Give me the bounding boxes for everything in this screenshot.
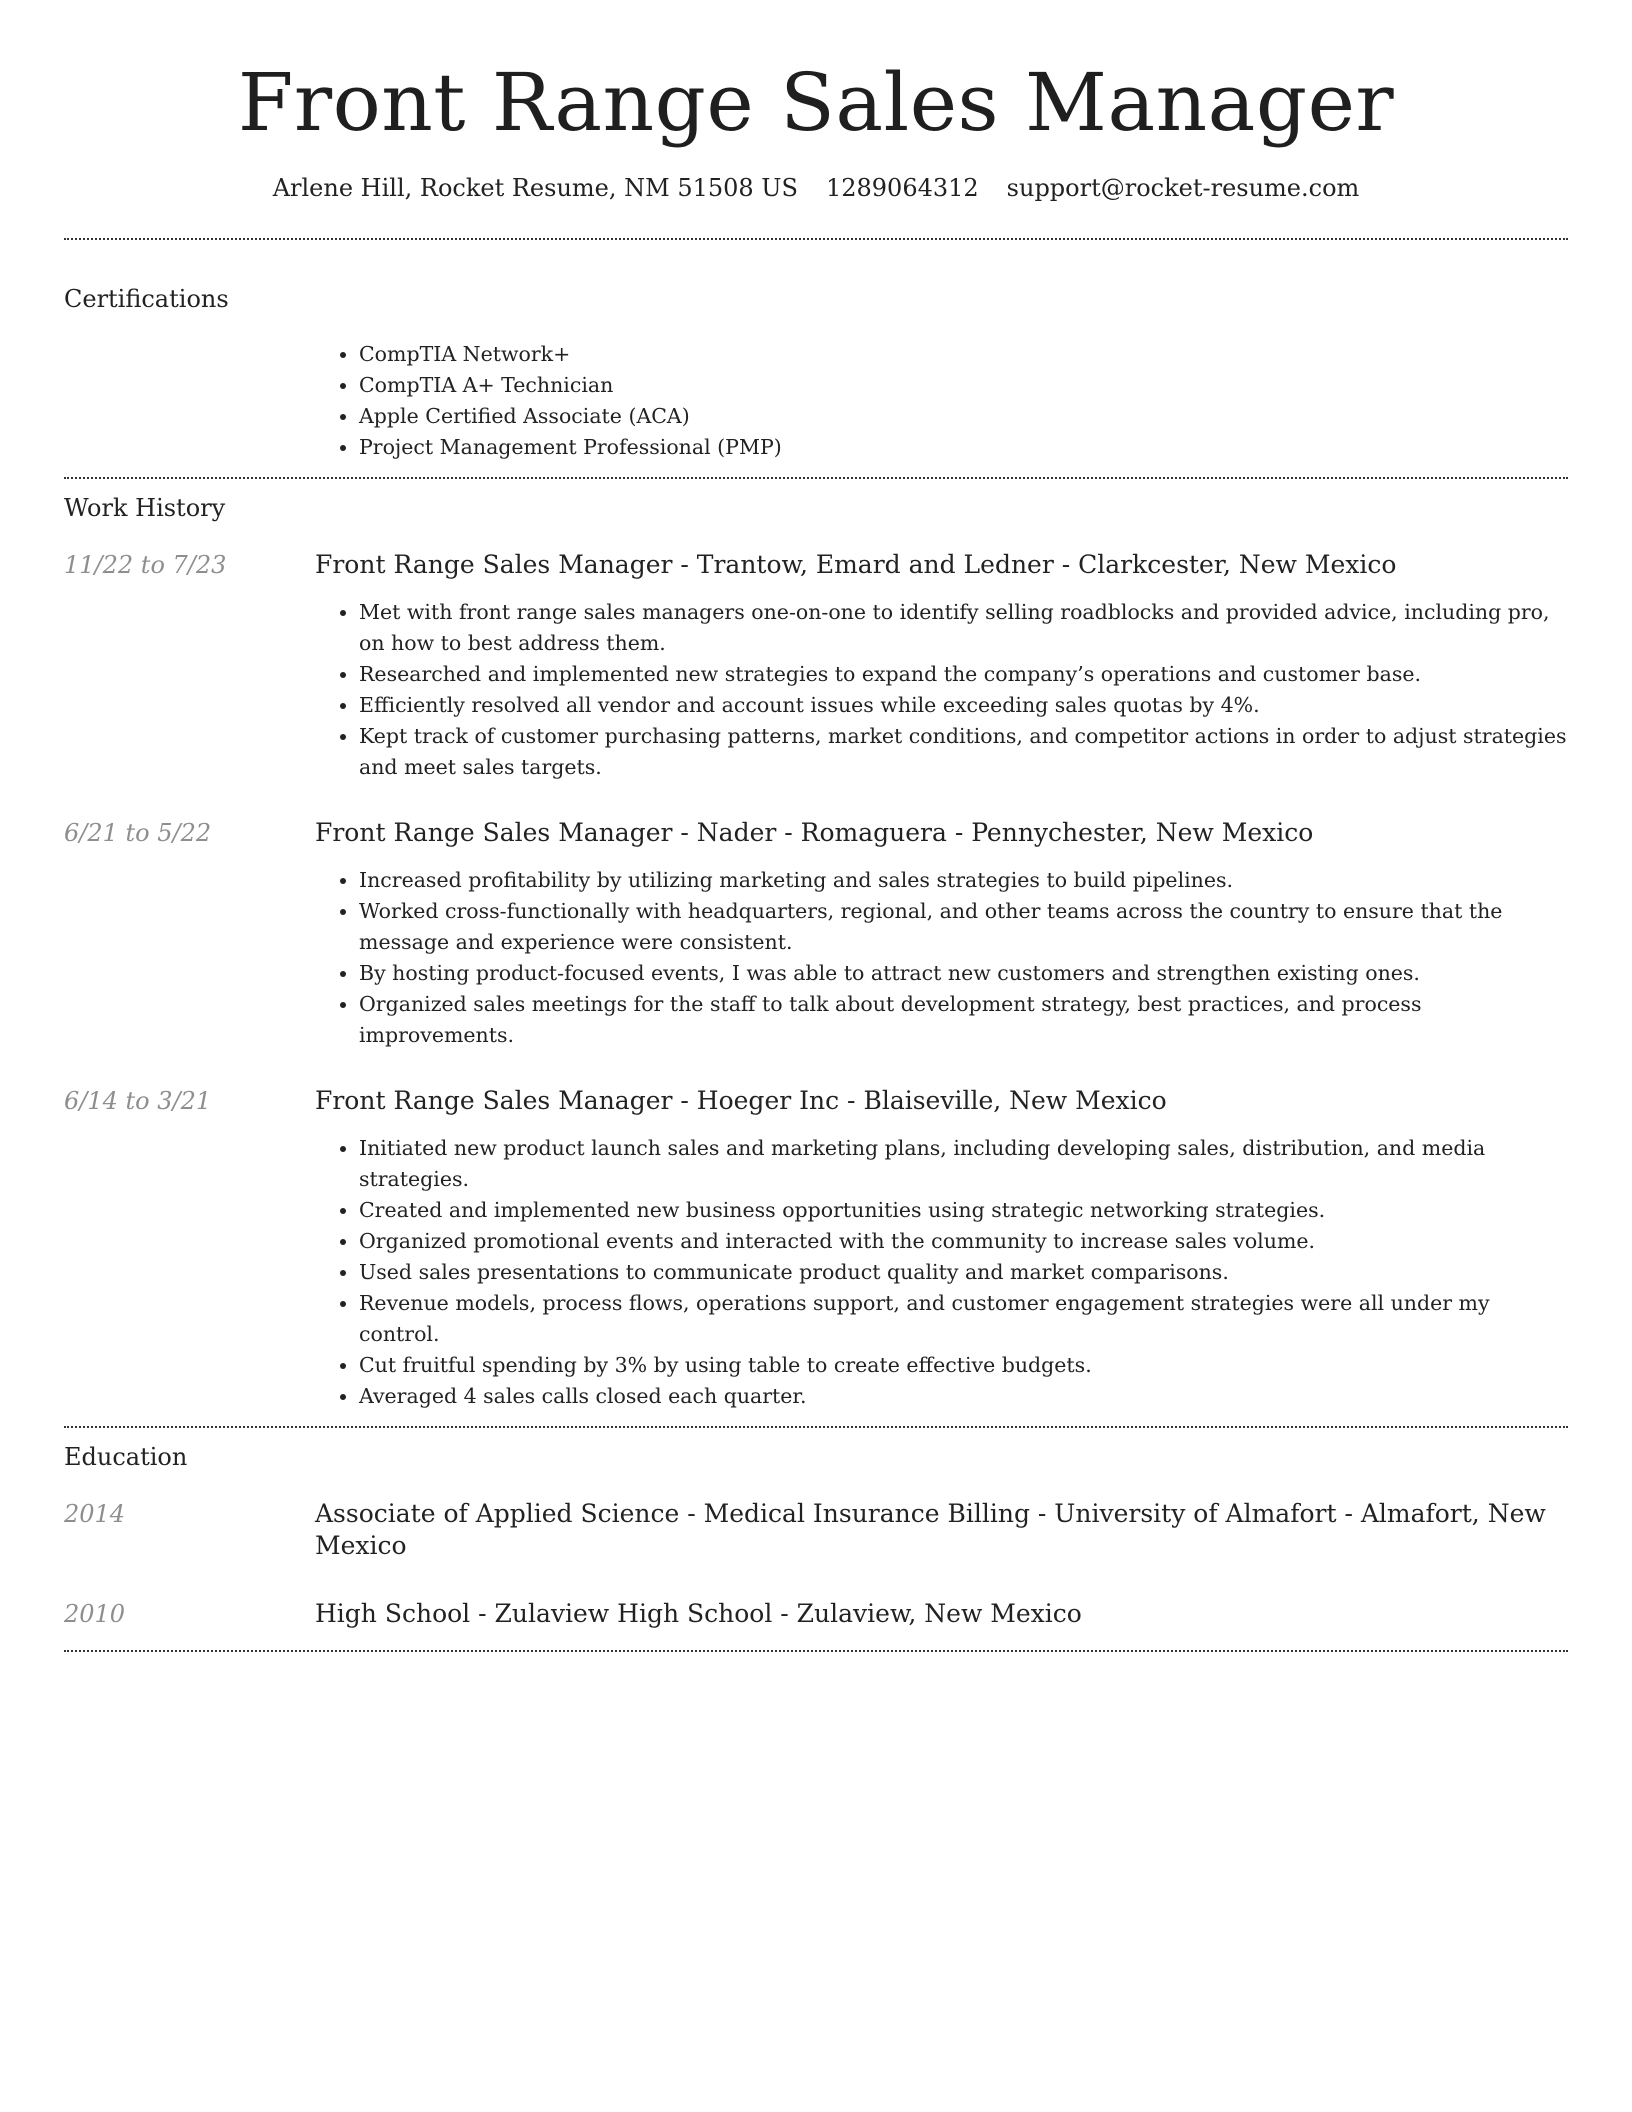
job-bullets: [315, 597, 1568, 783]
contact-line: [64, 172, 1568, 204]
contact-email: support@rocket-resume.com: [1006, 174, 1360, 202]
education-body: [315, 1498, 1568, 1562]
job-bullet: • Worked cross-functionally with headquarters, regional, and other teams across the country to ensure that the message and experience were consistent.: [359, 896, 1568, 958]
job-bullet: • Increased profitability by utilizing marketing and sales strategies to build pipelines.: [359, 865, 1568, 896]
job-body: [315, 1085, 1568, 1412]
job-bullet: • Used sales presentations to communicate product quality and market comparisons.: [359, 1257, 1568, 1288]
contact-address: Arlene Hill, Rocket Resume, NM 51508 US: [272, 174, 798, 202]
job-entry: [64, 817, 1568, 1051]
job-body: [315, 549, 1568, 783]
certification-item: • Apple Certified Associate (ACA): [359, 401, 1568, 432]
job-heading: Front Range Sales Manager - Nader - Romaguera - Pennychester, New Mexico: [315, 818, 1314, 847]
job-bullets: [315, 1133, 1568, 1412]
job-bullet: • Averaged 4 sales calls closed each quarter.: [359, 1381, 1568, 1412]
job-entry: [64, 1085, 1568, 1412]
job-bullet: • Created and implemented new business opportunities using strategic networking strategies.: [359, 1195, 1568, 1226]
certifications-section: [64, 284, 1568, 463]
section-divider: [64, 1426, 1568, 1428]
job-dates: 6/21 to 5/22: [64, 819, 212, 847]
work-history-section: [64, 493, 1568, 1426]
section-divider: [64, 477, 1568, 479]
job-dates: 11/22 to 7/23: [64, 551, 227, 579]
contact-phone: 1289064312: [825, 174, 979, 202]
education-heading-line: Associate of Applied Science - Medical Insurance Billing - University of Almafort - Almafort, New Mexico: [315, 1499, 1546, 1560]
job-bullet: • Organized promotional events and interacted with the community to increase sales volume.: [359, 1226, 1568, 1257]
job-bullet: • Kept track of customer purchasing patterns, market conditions, and competitor actions in order to adjust strategies and meet sales targets.: [359, 721, 1568, 783]
job-heading: Front Range Sales Manager - Hoeger Inc - Blaiseville, New Mexico: [315, 1086, 1167, 1115]
education-year: 2014: [64, 1500, 126, 1528]
education-heading-line: High School - Zulaview High School - Zulaview, New Mexico: [315, 1599, 1082, 1628]
certifications-list: [315, 339, 1568, 463]
job-bullet: • Cut fruitful spending by 3% by using table to create effective budgets.: [359, 1350, 1568, 1381]
education-section: [64, 1442, 1568, 1650]
education-year: 2010: [64, 1600, 126, 1628]
job-entry: [64, 549, 1568, 783]
job-dates: 6/14 to 3/21: [64, 1087, 212, 1115]
education-heading: Education: [64, 1443, 188, 1471]
job-body: [315, 817, 1568, 1051]
work-history-heading: Work History: [64, 494, 226, 522]
job-bullet: • By hosting product-focused events, I was able to attract new customers and strengthen existing ones.: [359, 958, 1568, 989]
certifications-heading: Certifications: [64, 285, 229, 313]
certification-item: • Project Management Professional (PMP): [359, 432, 1568, 463]
job-bullets: [315, 865, 1568, 1051]
certification-item: • CompTIA Network+: [359, 339, 1568, 370]
job-bullet: • Met with front range sales managers one-on-one to identify selling roadblocks and provided advice, including pro, on how to best address them.: [359, 597, 1568, 659]
section-divider: [64, 1650, 1568, 1652]
certification-item: • CompTIA A+ Technician: [359, 370, 1568, 401]
section-divider: [64, 238, 1568, 240]
resume-title: Front Range Sales Manager: [237, 56, 1395, 149]
education-body: [315, 1598, 1568, 1630]
job-bullet: • Revenue models, process flows, operations support, and customer engagement strategies were all under my control.: [359, 1288, 1568, 1350]
job-heading: Front Range Sales Manager - Trantow, Emard and Ledner - Clarkcester, New Mexico: [315, 550, 1397, 579]
job-bullet: • Efficiently resolved all vendor and account issues while exceeding sales quotas by 4%.: [359, 690, 1568, 721]
job-bullet: • Researched and implemented new strategies to expand the company’s operations and customer base.: [359, 659, 1568, 690]
education-entry: [64, 1498, 1568, 1562]
education-entry: [64, 1598, 1568, 1630]
job-bullet: • Initiated new product launch sales and marketing plans, including developing sales, distribution, and media strategies.: [359, 1133, 1568, 1195]
job-bullet: • Organized sales meetings for the staff to talk about development strategy, best practices, and process improvements.: [359, 989, 1568, 1051]
